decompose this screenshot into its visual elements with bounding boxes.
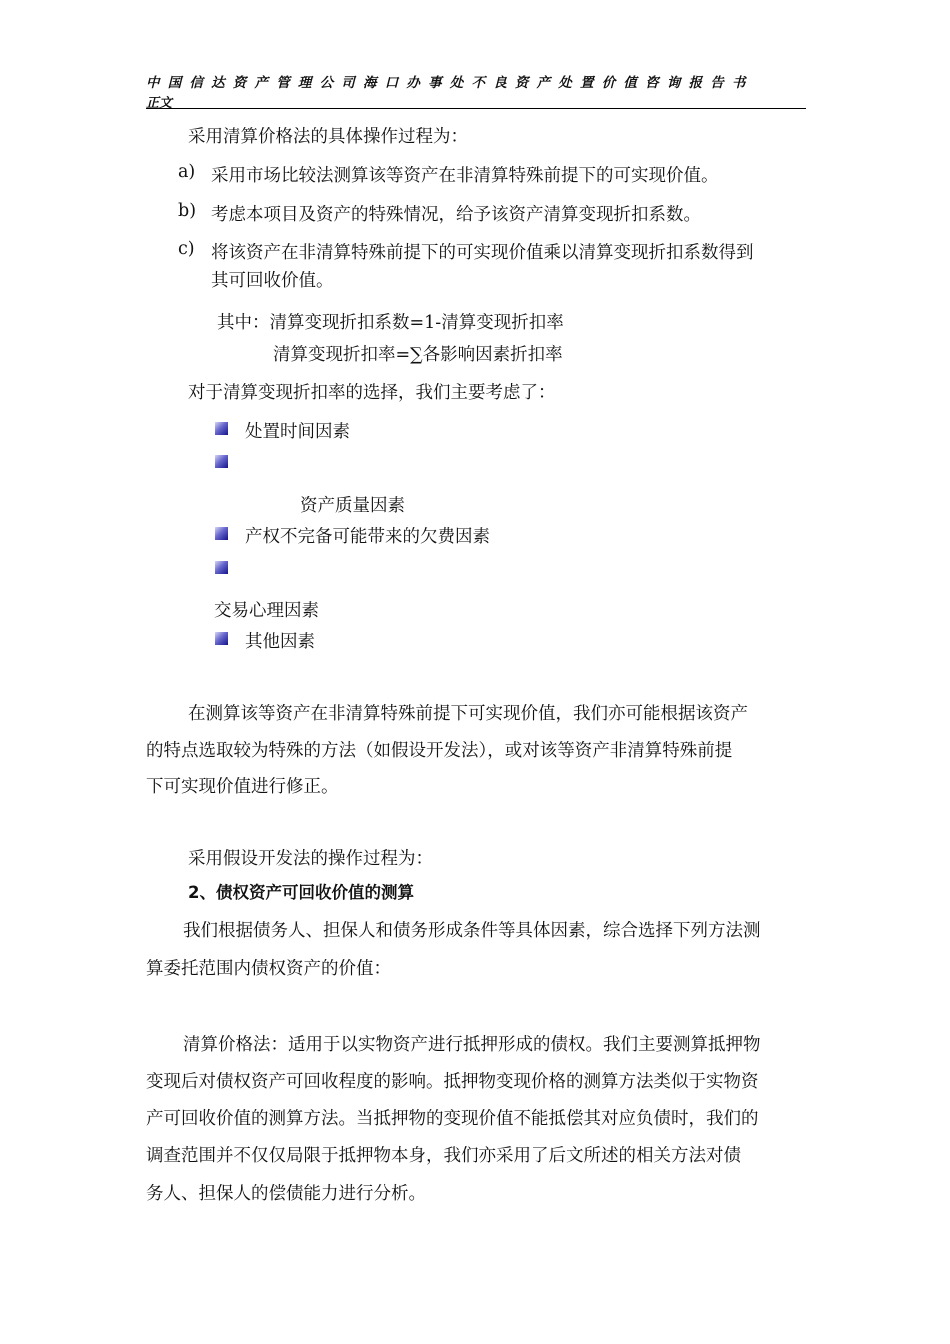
step-c-text: 将该资产在非清算特殊前提下的可实现价值乘以清算变现折扣系数得到	[211, 243, 754, 263]
factors-intro: 对于清算变现折扣率的选择，我们主要考虑了：	[188, 383, 556, 403]
paragraph-1-line: 的特点选取较为特殊的方法（如假设开发法），或对该等资产非清算特殊前提	[146, 741, 733, 761]
paragraph-3-line: 务人、担保人的偿债能力进行分析。	[146, 1184, 426, 1204]
step-c-text-continued: 其可回收价值。	[211, 271, 334, 291]
step-a-text: 采用市场比较法测算该等资产在非清算特殊前提下的可实现价值。	[211, 166, 719, 186]
factor-item: 资产质量因素	[300, 496, 405, 516]
header-divider	[146, 108, 806, 109]
bullet-icon	[215, 561, 228, 574]
section-2-title: 2、债权资产可回收价值的测算	[188, 883, 414, 902]
report-header-title: 中国信达资产管理公司海口办事处不良资产处置价值咨询报告书	[146, 75, 754, 91]
paragraph-3-line: 清算价格法：适用于以实物资产进行抵押形成的债权。我们主要测算抵押物	[183, 1035, 761, 1055]
factor-item: 产权不完备可能带来的欠费因素	[245, 527, 490, 547]
factor-item: 交易心理因素	[214, 601, 319, 621]
step-b-marker: b)	[178, 201, 197, 221]
paragraph-3-line: 调查范围并不仅仅局限于抵押物本身，我们亦采用了后文所述的相关方法对债	[146, 1146, 741, 1166]
factor-item: 其他因素	[245, 632, 315, 652]
paragraph-3-line: 变现后对债权资产可回收程度的影响。抵押物变现价格的测算方法类似于实物资	[146, 1072, 759, 1092]
liquidation-method-intro: 采用清算价格法的具体操作过程为：	[188, 127, 468, 147]
hypothetical-method-intro: 采用假设开发法的操作过程为：	[188, 849, 433, 869]
paragraph-1-line: 在测算该等资产在非清算特殊前提下可实现价值，我们亦可能根据该资产	[188, 704, 748, 724]
step-c-marker: c)	[178, 239, 195, 259]
formula-line-1: 其中：清算变现折扣系数=1-清算变现折扣率	[217, 313, 564, 333]
formula-line-2: 清算变现折扣率=∑各影响因素折扣率	[273, 345, 563, 365]
step-a-marker: a)	[178, 162, 196, 182]
step-b-text: 考虑本项目及资产的特殊情况，给予该资产清算变现折扣系数。	[211, 205, 701, 225]
bullet-icon	[215, 422, 228, 435]
bullet-icon	[215, 455, 228, 468]
paragraph-2-line: 算委托范围内债权资产的价值：	[146, 959, 391, 979]
bullet-icon	[215, 527, 228, 540]
paragraph-3-line: 产可回收价值的测算方法。当抵押物的变现价值不能抵偿其对应负债时，我们的	[146, 1109, 759, 1129]
paragraph-2-line: 我们根据债务人、担保人和债务形成条件等具体因素，综合选择下列方法测	[183, 921, 761, 941]
report-header-subtitle: 正文	[146, 96, 173, 111]
factor-item: 处置时间因素	[245, 422, 350, 442]
bullet-icon	[215, 632, 228, 645]
paragraph-1-line: 下可实现价值进行修正。	[146, 777, 339, 797]
